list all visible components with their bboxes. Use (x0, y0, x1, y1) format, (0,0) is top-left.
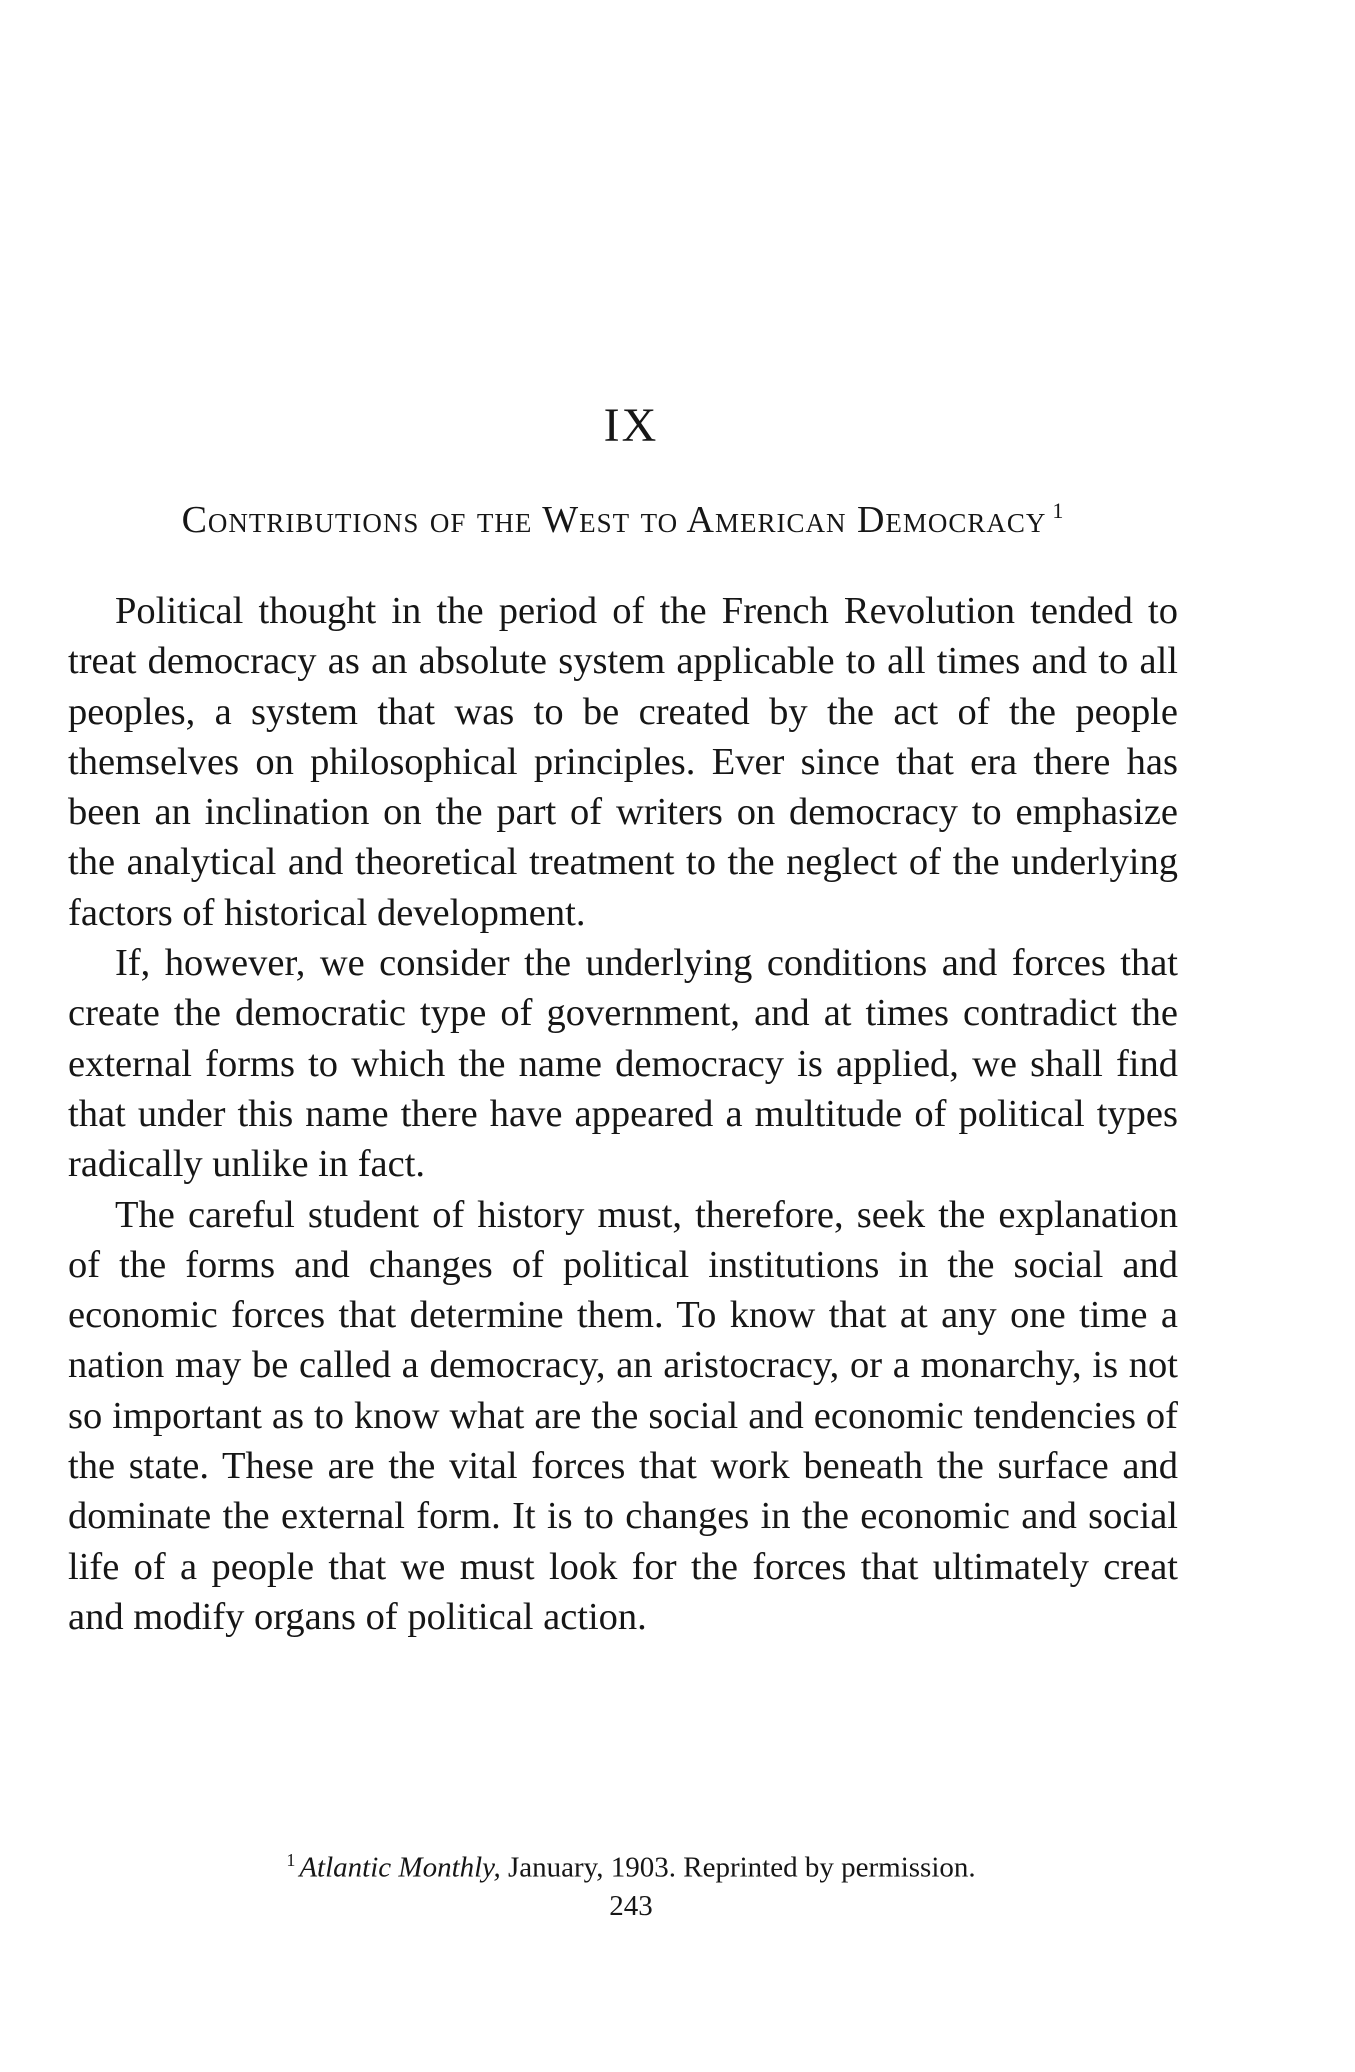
footnote-marker: 1 (286, 1850, 296, 1870)
chapter-body (68, 586, 1178, 1642)
paragraph-3: The careful student of history must, therefore, seek the explanation of the forms and changes of political institutions in the social and economic forces that determine them. To know that at any one time a nation may be called a democracy, an aristocracy, or a monarchy, is not so important as to know what are the social and economic tendencies of the state. These are the vital forces that work beneath the surface and dominate the external form. It is to changes in the economic and social life of a people that we must look for the forces that ultimately creat and modify organs of political action. (68, 1193, 1178, 1638)
paragraph-1: Political thought in the period of the French Revolution tended to treat democracy as an absolute system applicable to all times and to all peoples, a system that was to be created by the act of the people themselves on philosophical principles. Ever since that era there has been an inclination on the part of writers on democracy to emphasize the analytical and theoretical treatment to the neglect of the underlying factors of historical development. (68, 590, 1178, 934)
paragraph-2: If, however, we consider the underlying conditions and forces that create the democratic type of government, and at times contradict the external forms to which the name democracy is applied, we shall find that under this name there have appeared a multitude of political types radically unlike in fact. (68, 942, 1178, 1186)
chapter-title-text: Contributions of the West to American Democracy (181, 499, 1047, 541)
chapter-number: IX (603, 399, 659, 452)
page-number: 243 (609, 1890, 653, 1922)
footnote-details: January, 1903. Reprinted by permission. (500, 1851, 976, 1884)
chapter-title (68, 498, 1178, 542)
footnote (0, 1850, 1262, 1885)
footnote-reference: 1 (1052, 498, 1065, 524)
footnote-journal: Atlantic Monthly, (299, 1851, 501, 1884)
